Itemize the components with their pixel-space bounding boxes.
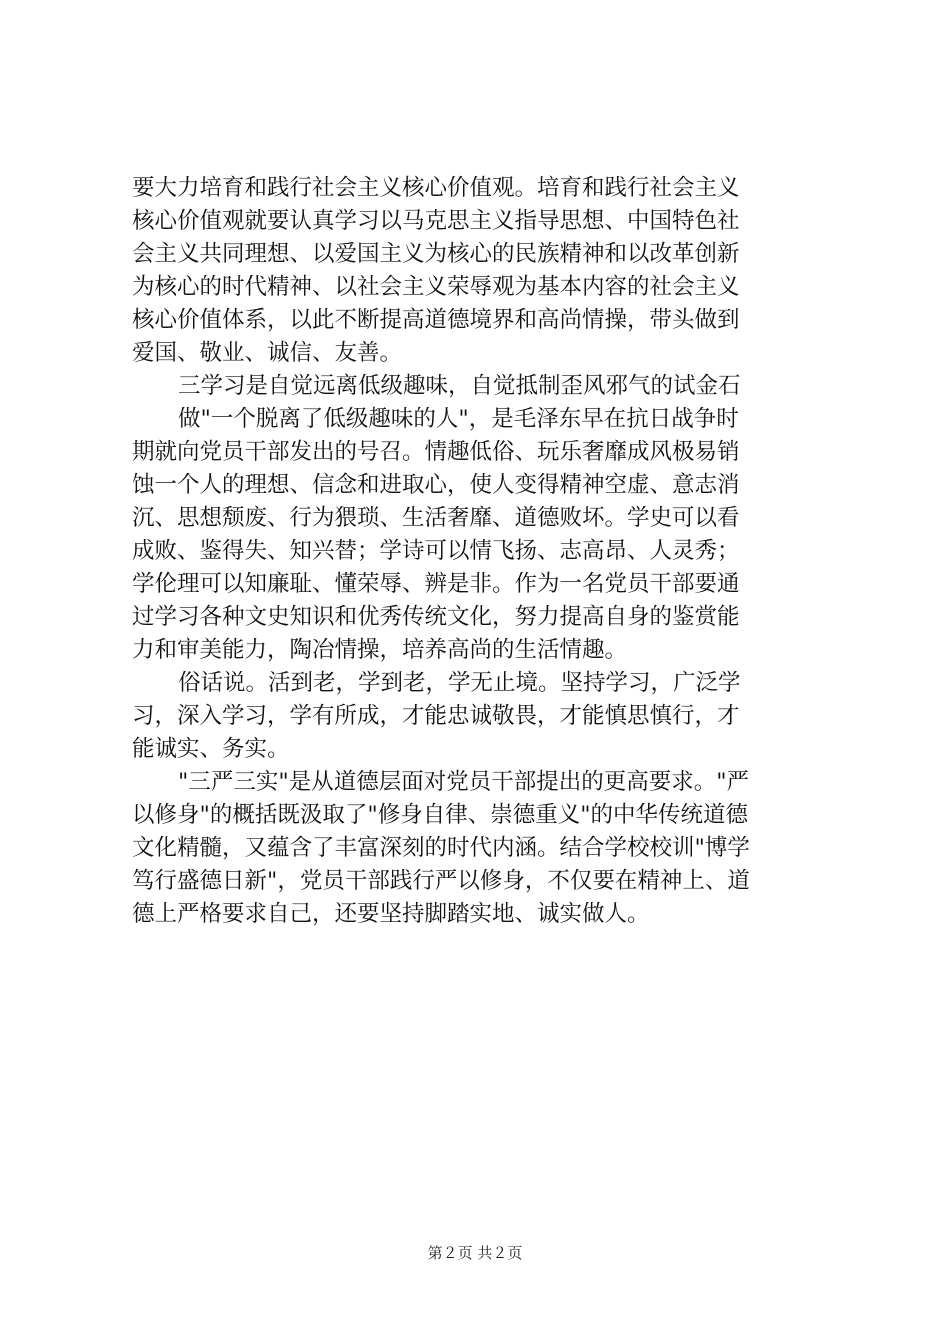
text-line: 成败、鉴得失、知兴替；学诗可以情飞扬、志高昂、人灵秀； — [132, 538, 740, 564]
paragraph-three-stricts — [132, 766, 832, 931]
text-line: 沉、思想颓废、行为猥琐、生活奢靡、道德败坏。学史可以看 — [132, 505, 740, 531]
text-line: 做"一个脱离了低级趣味的人"，是毛泽东早在抗日战争时 — [178, 406, 739, 432]
page-number-label: 第２页 共２页 — [427, 1244, 523, 1262]
text-line: 核心价值体系，以此不断提高道德境界和高尚情操，带头做到 — [132, 307, 740, 333]
text-line: 以修身"的概括既汲取了"修身自律、崇德重义"的中华传统道德 — [132, 802, 749, 828]
section-heading: 三学习是自觉远离低级趣味，自觉抵制歪风邪气的试金石 — [178, 373, 741, 399]
text-line: 过学习各种文史知识和优秀传统文化，努力提高自身的鉴赏能 — [132, 604, 740, 630]
heading-section-three — [132, 370, 832, 403]
text-line: 能诚实、务实。 — [132, 736, 290, 762]
paragraph-proverb — [132, 667, 832, 766]
text-line: "三严三实"是从道德层面对党员干部提出的更高要求。"严 — [178, 769, 750, 795]
text-line: 会主义共同理想、以爱国主义为核心的民族精神和以改革创新 — [132, 241, 740, 267]
text-line: 俗话说。活到老，学到老，学无止境。坚持学习，广泛学 — [178, 670, 741, 696]
text-line: 习，深入学习，学有所成，才能忠诚敬畏，才能慎思慎行，才 — [132, 703, 740, 729]
paragraph-low-taste — [132, 403, 832, 667]
text-line: 要大力培育和践行社会主义核心价值观。培育和践行社会主义 — [132, 175, 740, 201]
text-line: 蚀一个人的理想、信念和进取心，使人变得精神空虚、意志消 — [132, 472, 740, 498]
text-line: 文化精髓，又蕴含了丰富深刻的时代内涵。结合学校校训"博学 — [132, 835, 750, 861]
text-line: 期就向党员干部发出的号召。情趣低俗、玩乐奢靡成风极易销 — [132, 439, 740, 465]
paragraph-core-values — [132, 172, 832, 370]
text-line: 爱国、敬业、诚信、友善。 — [132, 340, 403, 366]
page-footer — [0, 1243, 950, 1263]
document-body — [132, 172, 832, 931]
text-line: 核心价值观就要认真学习以马克思主义指导思想、中国特色社 — [132, 208, 740, 234]
text-line: 德上严格要求自己，还要坚持脚踏实地、诚实做人。 — [132, 901, 650, 927]
text-line: 学伦理可以知廉耻、懂荣辱、辨是非。作为一名党员干部要通 — [132, 571, 740, 597]
text-line: 力和审美能力，陶冶情操，培养高尚的生活情趣。 — [132, 637, 628, 663]
text-line: 笃行盛德日新"，党员干部践行严以修身，不仅要在精神上、道 — [132, 868, 750, 894]
text-line: 为核心的时代精神、以社会主义荣辱观为基本内容的社会主义 — [132, 274, 740, 300]
